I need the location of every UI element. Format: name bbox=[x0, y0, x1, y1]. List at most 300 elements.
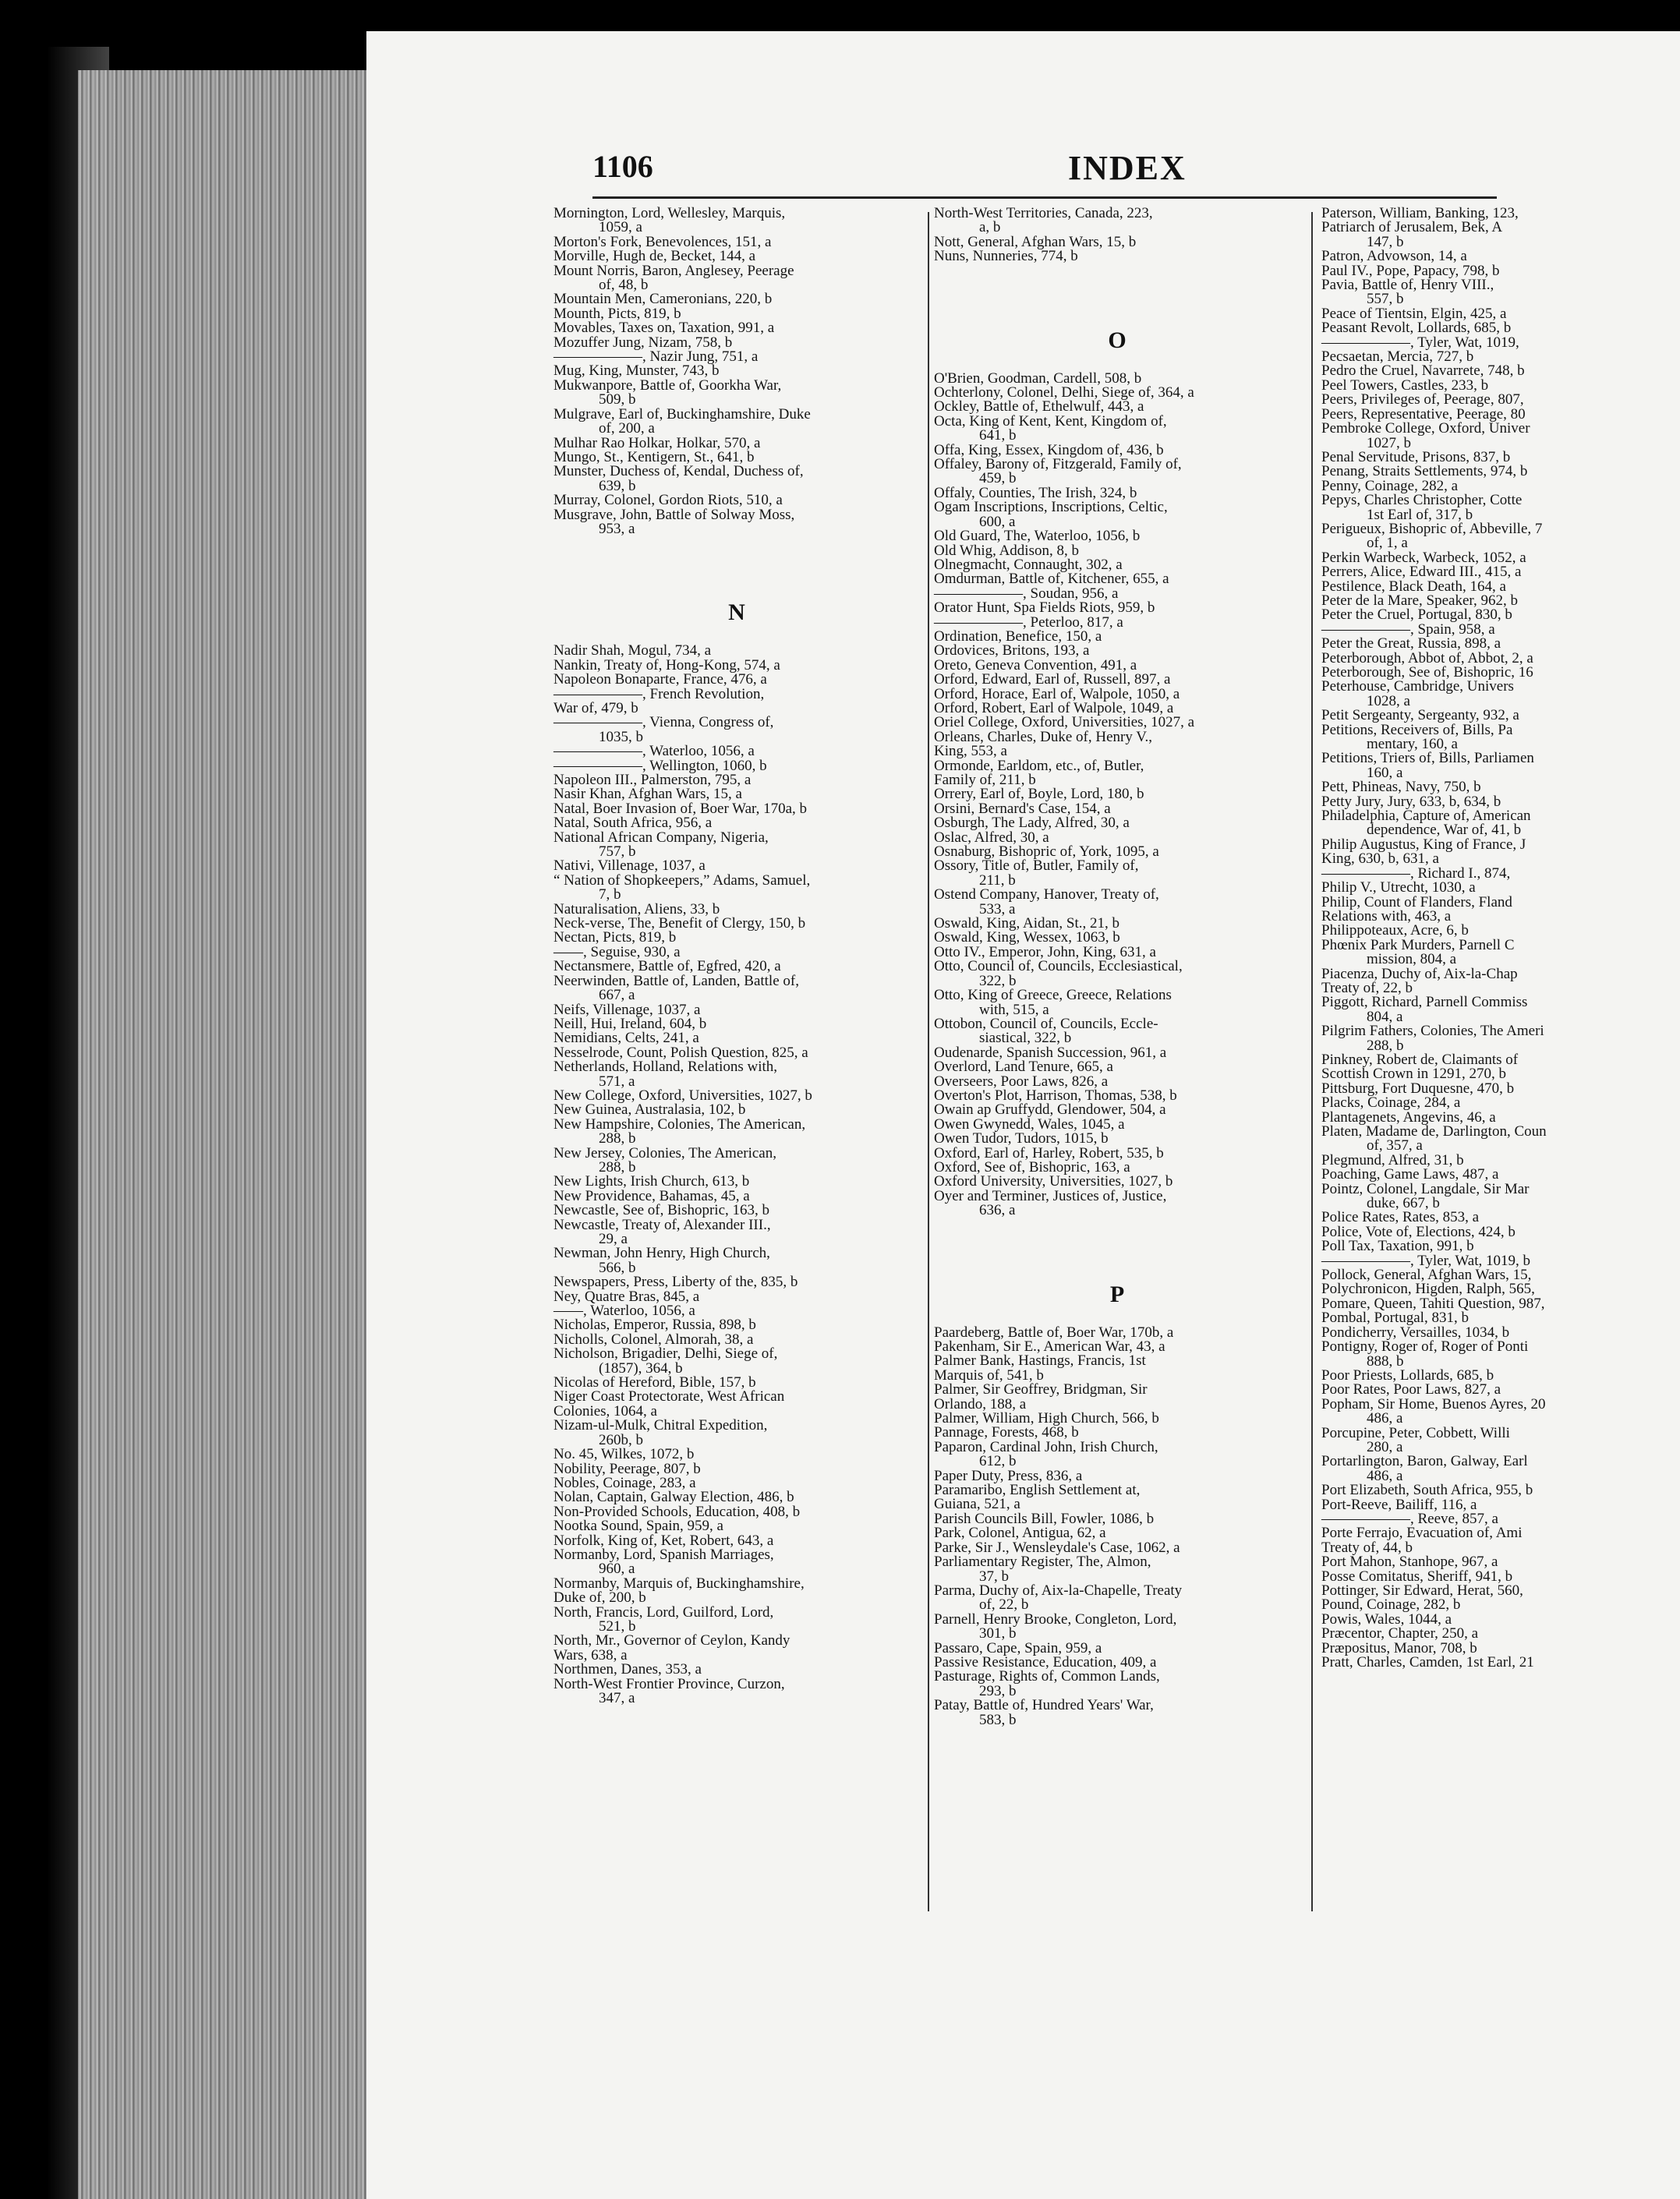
index-entry: Oxford University, Universities, 1027, b bbox=[934, 1173, 1173, 1190]
index-entry: Orleans, Charles, Duke of, Henry V., bbox=[934, 728, 1153, 745]
index-entry-continuation: of, 48, b bbox=[599, 277, 649, 294]
index-entry: Ottobon, Council of, Councils, Eccle- bbox=[934, 1015, 1158, 1032]
index-entry: Pollock, General, Afghan Wars, 15, bbox=[1321, 1267, 1532, 1284]
index-entry: Oreto, Geneva Convention, 491, a bbox=[934, 656, 1137, 673]
index-entry: ——————, Waterloo, 1056, a bbox=[554, 743, 755, 760]
index-entry: Peter de la Mare, Speaker, 962, b bbox=[1321, 592, 1518, 609]
index-entry: Nasir Khan, Afghan Wars, 15, a bbox=[554, 786, 742, 803]
index-entry: Owen Tudor, Tudors, 1015, b bbox=[934, 1130, 1109, 1147]
index-entry-continuation: 322, b bbox=[979, 972, 1017, 989]
index-entry-continuation: 509, b bbox=[599, 391, 636, 408]
index-entry: Pestilence, Black Death, 164, a bbox=[1321, 578, 1506, 595]
index-entry: Oyer and Terminer, Justices of, Justice, bbox=[934, 1187, 1167, 1204]
index-entry-continuation: 147, b bbox=[1367, 233, 1404, 250]
index-entry: Powis, Wales, 1044, a bbox=[1321, 1610, 1452, 1628]
index-entry: Pembroke College, Oxford, Univer bbox=[1321, 420, 1530, 437]
index-entry: North, Mr., Governor of Ceylon, Kandy bbox=[554, 1632, 790, 1649]
index-entry-continuation: 29, a bbox=[599, 1231, 628, 1247]
index-entry: Mountain Men, Cameronians, 220, b bbox=[554, 291, 773, 308]
index-entry: King, 630, b, 631, a bbox=[1321, 850, 1439, 868]
index-entry-continuation: 293, b bbox=[979, 1682, 1017, 1699]
index-entry-continuation: duke, 667, b bbox=[1367, 1195, 1440, 1212]
page-title: INDEX bbox=[1068, 149, 1187, 187]
index-entry: Osburgh, The Lady, Alfred, 30, a bbox=[934, 815, 1130, 832]
index-entry: ——————, Spain, 958, a bbox=[1321, 620, 1495, 638]
index-entry: Peel Towers, Castles, 233, b bbox=[1321, 377, 1489, 394]
index-entry: Piggott, Richard, Parnell Commiss bbox=[1321, 994, 1528, 1011]
index-entry: Philippoteaux, Acre, 6, b bbox=[1321, 922, 1469, 939]
index-entry: Mount Norris, Baron, Anglesey, Peerage bbox=[554, 262, 794, 279]
index-entry-continuation: 557, b bbox=[1367, 291, 1404, 308]
index-entry: Non-Provided Schools, Education, 408, b bbox=[554, 1503, 801, 1520]
index-entry: Marquis of, 541, b bbox=[934, 1366, 1044, 1384]
index-entry: Octa, King of Kent, Kent, Kingdom of, bbox=[934, 412, 1167, 430]
index-entry: Ostend Company, Hanover, Treaty of, bbox=[934, 886, 1159, 903]
index-entry-continuation: 804, a bbox=[1367, 1008, 1403, 1025]
index-entry-continuation: of, 357, a bbox=[1367, 1137, 1423, 1154]
index-entry: Oxford, See of, Bishopric, 163, a bbox=[934, 1158, 1130, 1176]
index-entry: Napoleon Bonaparte, France, 476, a bbox=[554, 671, 767, 688]
index-entry: Peers, Representative, Peerage, 80 bbox=[1321, 405, 1526, 422]
index-entry: Piacenza, Duchy of, Aix-la-Chap bbox=[1321, 965, 1518, 982]
index-entry: Neck-verse, The, Benefit of Clergy, 150, b bbox=[554, 915, 806, 932]
index-entry: Philadelphia, Capture of, American bbox=[1321, 808, 1531, 825]
index-entry-continuation: of, 200, a bbox=[599, 420, 655, 437]
page-number: 1106 bbox=[592, 149, 653, 184]
index-entry: Nicolas of Hereford, Bible, 157, b bbox=[554, 1374, 756, 1391]
index-entry: Poaching, Game Laws, 487, a bbox=[1321, 1166, 1499, 1183]
index-entry: Osnaburg, Bishopric of, York, 1095, a bbox=[934, 843, 1159, 861]
index-entry: Ockley, Battle of, Ethelwulf, 443, a bbox=[934, 398, 1144, 415]
index-entry: Mornington, Lord, Wellesley, Marquis, bbox=[554, 205, 786, 221]
index-entry: North-West Frontier Province, Curzon, bbox=[554, 1675, 785, 1692]
index-entry: Pannage, Forests, 468, b bbox=[934, 1424, 1079, 1441]
index-entry: Paardeberg, Battle of, Boer War, 170b, a bbox=[934, 1324, 1174, 1341]
index-entry: Overton's Plot, Harrison, Thomas, 538, b bbox=[934, 1087, 1177, 1104]
index-entry: Peter the Great, Russia, 898, a bbox=[1321, 635, 1501, 652]
index-entry: Nizam-ul-Mulk, Chitral Expedition, bbox=[554, 1417, 768, 1434]
index-entry: Paramaribo, English Settlement at, bbox=[934, 1482, 1141, 1499]
index-entry: Ossory, Title of, Butler, Family of, bbox=[934, 857, 1139, 875]
index-entry: Paul IV., Pope, Papacy, 798, b bbox=[1321, 262, 1500, 279]
index-entry-continuation: 636, a bbox=[979, 1202, 1016, 1219]
index-entry: Port Mahon, Stanhope, 967, a bbox=[1321, 1554, 1498, 1571]
index-entry: Peasant Revolt, Lollards, 685, b bbox=[1321, 320, 1512, 337]
index-entry: King, 553, a bbox=[934, 743, 1007, 760]
index-entry: Orford, Horace, Earl of, Walpole, 1050, a bbox=[934, 685, 1180, 702]
index-entry-continuation: 521, b bbox=[599, 1617, 636, 1635]
index-entry: Orlando, 188, a bbox=[934, 1395, 1027, 1412]
section-letter-heading: O bbox=[1108, 327, 1126, 353]
index-entry: Napoleon III., Palmerston, 795, a bbox=[554, 772, 752, 788]
index-entry: Peterborough, Abbot of, Abbot, 2, a bbox=[1321, 649, 1533, 666]
index-entry-continuation: 280, a bbox=[1367, 1438, 1403, 1455]
index-entry: Pedro the Cruel, Navarrete, 748, b bbox=[1321, 362, 1525, 380]
index-entry: National African Company, Nigeria, bbox=[554, 829, 769, 846]
index-entry: Nankin, Treaty of, Hong-Kong, 574, a bbox=[554, 656, 780, 673]
index-entry: Oswald, King, Aidan, St., 21, b bbox=[934, 915, 1120, 932]
index-entry: Niger Coast Protectorate, West African bbox=[554, 1388, 785, 1405]
index-entry: Duke of, 200, b bbox=[554, 1589, 646, 1607]
index-entry: Otto IV., Emperor, John, King, 631, a bbox=[934, 943, 1156, 960]
index-entry: Newcastle, See of, Bishopric, 163, b bbox=[554, 1202, 770, 1219]
index-entry: Relations with, 463, a bbox=[1321, 907, 1452, 924]
index-entry: Otto, Council of, Councils, Ecclesiastical, bbox=[934, 958, 1183, 975]
index-entry: Oriel College, Oxford, Universities, 1027, a bbox=[934, 714, 1195, 731]
index-entry: Pondicherry, Versailles, 1034, b bbox=[1321, 1324, 1510, 1341]
index-entry: Owen Gwynedd, Wales, 1045, a bbox=[934, 1115, 1125, 1133]
index-entry: Petitions, Triers of, Bills, Parliamen bbox=[1321, 750, 1534, 767]
index-entry: Offaly, Counties, The Irish, 324, b bbox=[934, 484, 1137, 501]
index-entry: Nicholson, Brigadier, Delhi, Siege of, bbox=[554, 1345, 778, 1363]
index-entry: Portarlington, Baron, Galway, Earl bbox=[1321, 1453, 1528, 1470]
index-entry: Ochterlony, Colonel, Delhi, Siege of, 364, a bbox=[934, 384, 1194, 401]
index-entry-continuation: 571, a bbox=[599, 1073, 635, 1090]
index-entry-continuation: 260b, b bbox=[599, 1431, 643, 1448]
index-entry: Præpositus, Manor, 708, b bbox=[1321, 1639, 1477, 1656]
index-entry: Polychronicon, Higden, Ralph, 565, bbox=[1321, 1281, 1535, 1298]
index-entry: Nicholls, Colonel, Almorah, 38, a bbox=[554, 1331, 754, 1348]
index-entry: Poor Rates, Poor Laws, 827, a bbox=[1321, 1381, 1501, 1398]
index-entry: Nolan, Captain, Galway Election, 486, b bbox=[554, 1489, 794, 1506]
index-entry: Port-Reeve, Bailiff, 116, a bbox=[1321, 1496, 1477, 1513]
index-entry: Offaley, Barony of, Fitzgerald, Family of, bbox=[934, 456, 1182, 473]
index-entry: Otto, King of Greece, Greece, Relations bbox=[934, 987, 1172, 1004]
index-entry: Nobility, Peerage, 807, b bbox=[554, 1460, 701, 1477]
index-entry-continuation: 160, a bbox=[1367, 764, 1403, 781]
index-entry: Nobles, Coinage, 283, a bbox=[554, 1474, 696, 1491]
index-entry: New College, Oxford, Universities, 1027, b bbox=[554, 1087, 812, 1104]
index-entry: New Guinea, Australasia, 102, b bbox=[554, 1101, 746, 1119]
index-entry-continuation: dependence, War of, 41, b bbox=[1367, 822, 1522, 839]
index-entry-continuation: 7, b bbox=[599, 886, 621, 903]
index-entry: Newman, John Henry, High Church, bbox=[554, 1245, 770, 1262]
index-entry-continuation: of, 22, b bbox=[979, 1596, 1029, 1614]
index-entry-continuation: 583, b bbox=[979, 1711, 1017, 1728]
index-entry: Oudenarde, Spanish Succession, 961, a bbox=[934, 1044, 1167, 1061]
index-entry: Pointz, Colonel, Langdale, Sir Mar bbox=[1321, 1180, 1530, 1197]
index-entry: Parke, Sir J., Wensleydale's Case, 1062, a bbox=[934, 1539, 1180, 1556]
index-entry: O'Brien, Goodman, Cardell, 508, b bbox=[934, 369, 1142, 387]
index-entry: Peterhouse, Cambridge, Univers bbox=[1321, 678, 1514, 695]
index-entry-continuation: 1059, a bbox=[599, 219, 642, 236]
index-entry: Neill, Hui, Ireland, 604, b bbox=[554, 1015, 707, 1032]
index-entry: Nuns, Nunneries, 774, b bbox=[934, 248, 1078, 265]
index-entry-continuation: 566, b bbox=[599, 1259, 636, 1276]
index-entry: Morville, Hugh de, Becket, 144, a bbox=[554, 248, 756, 265]
index-entry: ——, Waterloo, 1056, a bbox=[554, 1303, 695, 1320]
index-entry: Pett, Phineas, Navy, 750, b bbox=[1321, 779, 1481, 796]
index-entry: Ordovices, Britons, 193, a bbox=[934, 642, 1090, 659]
index-entry: New Providence, Bahamas, 45, a bbox=[554, 1187, 750, 1204]
index-entry: New Lights, Irish Church, 613, b bbox=[554, 1173, 750, 1190]
index-entry-continuation: 533, a bbox=[979, 900, 1016, 917]
index-entry: Paparon, Cardinal John, Irish Church, bbox=[934, 1438, 1158, 1455]
index-entry: Parliamentary Register, The, Almon, bbox=[934, 1554, 1151, 1571]
index-entry: Natal, South Africa, 956, a bbox=[554, 815, 713, 832]
index-entry: Philip V., Utrecht, 1030, a bbox=[1321, 879, 1476, 896]
index-entry: Oswald, King, Wessex, 1063, b bbox=[934, 929, 1120, 946]
index-entry: Morton's Fork, Benevolences, 151, a bbox=[554, 233, 772, 250]
index-entry-continuation: 37, b bbox=[979, 1568, 1009, 1585]
index-entry: Pepys, Charles Christopher, Cotte bbox=[1321, 492, 1523, 509]
index-entry: Orford, Robert, Earl of Walpole, 1049, a bbox=[934, 699, 1174, 716]
index-entry: Pratt, Charles, Camden, 1st Earl, 21 bbox=[1321, 1654, 1534, 1671]
index-entry: Porte Ferrajo, Evacuation of, Ami bbox=[1321, 1525, 1523, 1542]
index-entry-continuation: 667, a bbox=[599, 987, 635, 1004]
index-column-2 bbox=[934, 207, 1300, 1727]
index-entry: Orsini, Bernard's Case, 154, a bbox=[934, 800, 1111, 817]
index-entry: Mozuffer Jung, Nizam, 758, b bbox=[554, 334, 733, 351]
index-entry: Pottinger, Sir Edward, Herat, 560, bbox=[1321, 1582, 1523, 1599]
index-entry: Philip, Count of Flanders, Fland bbox=[1321, 893, 1512, 910]
index-entry-continuation: 1st Earl of, 317, b bbox=[1367, 506, 1473, 523]
index-entry-continuation: 1028, a bbox=[1367, 692, 1410, 709]
index-entry: ——————, Nazir Jung, 751, a bbox=[554, 348, 759, 366]
index-entry: ——————, French Revolution, bbox=[554, 685, 765, 702]
index-entry: Pecsaetan, Mercia, 727, b bbox=[1321, 348, 1474, 366]
index-entry: Neerwinden, Battle of, Landen, Battle of, bbox=[554, 972, 799, 989]
index-entry-continuation: 347, a bbox=[599, 1690, 635, 1706]
index-entry-continuation: 288, b bbox=[1367, 1037, 1404, 1054]
index-entry: Pasturage, Rights of, Common Lands, bbox=[934, 1668, 1160, 1685]
index-entry: Parnell, Henry Brooke, Congleton, Lord, bbox=[934, 1610, 1177, 1628]
index-entry: ——————, Tyler, Wat, 1019, bbox=[1321, 334, 1519, 351]
index-entry: Police, Vote of, Elections, 424, b bbox=[1321, 1223, 1516, 1240]
index-entry: Perigueux, Bishopric of, Abbeville, 7 bbox=[1321, 520, 1543, 537]
index-entry: Newcastle, Treaty of, Alexander III., bbox=[554, 1216, 771, 1233]
index-entry: Passive Resistance, Education, 409, a bbox=[934, 1653, 1157, 1670]
section-gap bbox=[934, 264, 1300, 286]
index-entry: “ Nation of Shopkeepers,” Adams, Samuel, bbox=[554, 871, 811, 889]
index-entry: Overlord, Land Tenure, 665, a bbox=[934, 1059, 1113, 1076]
index-entry: Penal Servitude, Prisons, 837, b bbox=[1321, 448, 1511, 465]
index-entry: Palmer, William, High Church, 566, b bbox=[934, 1410, 1159, 1427]
column-divider bbox=[928, 212, 929, 1911]
index-entry: Platen, Madame de, Darlington, Coun bbox=[1321, 1123, 1547, 1140]
index-entry-continuation: siastical, 322, b bbox=[979, 1030, 1072, 1047]
index-entry: Treaty of, 44, b bbox=[1321, 1539, 1413, 1556]
index-entry: Palmer, Sir Geoffrey, Bridgman, Sir bbox=[934, 1381, 1148, 1398]
index-entry: Pilgrim Fathers, Colonies, The Ameri bbox=[1321, 1023, 1544, 1040]
index-entry: Nativi, Villenage, 1037, a bbox=[554, 857, 706, 875]
index-entry: ——————, Vienna, Congress of, bbox=[554, 714, 774, 731]
index-entry-continuation: 960, a bbox=[599, 1561, 635, 1578]
index-entry: New Jersey, Colonies, The American, bbox=[554, 1144, 776, 1161]
index-entry: Orrery, Earl of, Boyle, Lord, 180, b bbox=[934, 786, 1144, 803]
index-entry: Colonies, 1064, a bbox=[554, 1402, 657, 1419]
index-entry: Police Rates, Rates, 853, a bbox=[1321, 1209, 1480, 1226]
index-entry: Wars, 638, a bbox=[554, 1646, 628, 1663]
index-entry: Nemidians, Celts, 241, a bbox=[554, 1030, 699, 1047]
index-entry: Patriarch of Jerusalem, Bek, A bbox=[1321, 219, 1503, 236]
index-entry: Poll Tax, Taxation, 991, b bbox=[1321, 1238, 1474, 1255]
index-entry-continuation: 600, a bbox=[979, 513, 1016, 530]
index-entry: Paper Duty, Press, 836, a bbox=[934, 1467, 1083, 1484]
index-entry: War of, 479, b bbox=[554, 699, 638, 716]
index-entry: Nott, General, Afghan Wars, 15, b bbox=[934, 233, 1137, 250]
index-entry: Murray, Colonel, Gordon Riots, 510, a bbox=[554, 492, 783, 509]
index-entry-continuation: 639, b bbox=[599, 477, 636, 494]
index-entry-continuation: 486, a bbox=[1367, 1410, 1403, 1427]
index-entry: Norfolk, King of, Ket, Robert, 643, a bbox=[554, 1532, 774, 1549]
index-entry: Passaro, Cape, Spain, 959, a bbox=[934, 1639, 1102, 1656]
index-entry: Præcentor, Chapter, 250, a bbox=[1321, 1625, 1479, 1642]
index-entry: Penang, Straits Settlements, 974, b bbox=[1321, 463, 1528, 480]
header-divider bbox=[592, 196, 1497, 199]
index-entry: Old Guard, The, Waterloo, 1056, b bbox=[934, 528, 1141, 545]
index-entry: Paterson, William, Banking, 123, bbox=[1321, 205, 1519, 221]
index-entry: Nicholas, Emperor, Russia, 898, b bbox=[554, 1317, 756, 1334]
index-entry: Mukwanpore, Battle of, Goorkha War, bbox=[554, 377, 782, 394]
index-entry-continuation: a, b bbox=[979, 219, 1001, 236]
index-entry: North, Francis, Lord, Guilford, Lord, bbox=[554, 1603, 774, 1621]
index-entry: Overseers, Poor Laws, 826, a bbox=[934, 1073, 1109, 1090]
index-entry: Munster, Duchess of, Kendal, Duchess of, bbox=[554, 463, 804, 480]
index-entry: Placks, Coinage, 284, a bbox=[1321, 1094, 1461, 1112]
index-entry: Old Whig, Addison, 8, b bbox=[934, 542, 1079, 559]
index-entry: Omdurman, Battle of, Kitchener, 655, a bbox=[934, 571, 1169, 588]
index-entry: Petitions, Receivers of, Bills, Pa bbox=[1321, 721, 1513, 738]
index-entry: Musgrave, John, Battle of Solway Moss, bbox=[554, 506, 795, 523]
index-entry: Nectan, Picts, 819, b bbox=[554, 929, 677, 946]
index-entry: Penny, Coinage, 282, a bbox=[1321, 477, 1459, 494]
index-entry: ——————, Richard I., 874, bbox=[1321, 864, 1511, 882]
index-entry: Parish Councils Bill, Fowler, 1086, b bbox=[934, 1510, 1155, 1527]
index-entry-continuation: 486, a bbox=[1367, 1467, 1403, 1484]
index-entry: Owain ap Gruffydd, Glendower, 504, a bbox=[934, 1101, 1166, 1119]
index-entry: Ogam Inscriptions, Inscriptions, Celtic, bbox=[934, 499, 1168, 516]
index-column-1 bbox=[554, 207, 920, 1706]
index-entry: Oxford, Earl of, Harley, Robert, 535, b bbox=[934, 1144, 1164, 1161]
index-entry: Offa, King, Essex, Kingdom of, 436, b bbox=[934, 441, 1164, 458]
section-letter-heading: P bbox=[1109, 1281, 1125, 1307]
index-entry: Pittsburg, Fort Duquesne, 470, b bbox=[1321, 1080, 1515, 1097]
section-gap bbox=[554, 536, 920, 558]
index-entry: Mug, King, Munster, 743, b bbox=[554, 362, 720, 380]
index-entry: Guiana, 521, a bbox=[934, 1496, 1020, 1513]
index-entry: Posse Comitatus, Sheriff, 941, b bbox=[1321, 1568, 1513, 1585]
index-page bbox=[366, 31, 1680, 2199]
index-entry: Movables, Taxes on, Taxation, 991, a bbox=[554, 320, 775, 337]
index-entry-continuation: with, 515, a bbox=[979, 1001, 1049, 1018]
index-entry: Northmen, Danes, 353, a bbox=[554, 1661, 702, 1678]
index-entry-continuation: 757, b bbox=[599, 843, 636, 861]
index-entry: Port Elizabeth, South Africa, 955, b bbox=[1321, 1482, 1533, 1499]
index-entry-continuation: 888, b bbox=[1367, 1352, 1404, 1370]
index-entry-continuation: (1857), 364, b bbox=[599, 1359, 683, 1377]
index-entry: Mulhar Rao Holkar, Holkar, 570, a bbox=[554, 434, 761, 451]
index-entry: Normanby, Lord, Spanish Marriages, bbox=[554, 1546, 774, 1563]
index-entry: Peace of Tientsin, Elgin, 425, a bbox=[1321, 305, 1507, 322]
index-entry: Poor Priests, Lollards, 685, b bbox=[1321, 1366, 1494, 1384]
index-entry: Orator Hunt, Spa Fields Riots, 959, b bbox=[934, 599, 1155, 617]
index-entry: Scottish Crown in 1291, 270, b bbox=[1321, 1066, 1506, 1083]
index-entry: Mounth, Picts, 819, b bbox=[554, 305, 681, 322]
index-entry: Phœnix Park Murders, Parnell C bbox=[1321, 936, 1515, 953]
index-entry: ——————, Soudan, 956, a bbox=[934, 585, 1119, 602]
index-entry-continuation: mentary, 160, a bbox=[1367, 736, 1458, 753]
index-entry: Pombal, Portugal, 831, b bbox=[1321, 1310, 1469, 1327]
index-entry-continuation: 459, b bbox=[979, 470, 1017, 487]
index-entry: Pavia, Battle of, Henry VIII., bbox=[1321, 277, 1494, 294]
index-entry: Netherlands, Holland, Relations with, bbox=[554, 1059, 778, 1076]
index-entry-continuation: mission, 804, a bbox=[1367, 951, 1457, 968]
index-entry-continuation: 1027, b bbox=[1367, 434, 1411, 451]
index-entry: Pomare, Queen, Tahiti Question, 987, bbox=[1321, 1295, 1545, 1312]
index-entry: Mungo, St., Kentigern, St., 641, b bbox=[554, 448, 755, 465]
index-entry: Neifs, Villenage, 1037, a bbox=[554, 1001, 701, 1018]
index-entry: Nadir Shah, Mogul, 734, a bbox=[554, 642, 712, 659]
index-entry-continuation: 288, b bbox=[599, 1158, 636, 1176]
index-entry-continuation: 953, a bbox=[599, 520, 635, 537]
index-entry: Ordination, Benefice, 150, a bbox=[934, 628, 1102, 645]
index-entry: Family of, 211, b bbox=[934, 772, 1036, 788]
index-entry: No. 45, Wilkes, 1072, b bbox=[554, 1446, 695, 1463]
index-entry: Mulgrave, Earl of, Buckinghamshire, Duke bbox=[554, 405, 811, 422]
index-entry-continuation: 612, b bbox=[979, 1453, 1017, 1470]
index-entry: Plegmund, Alfred, 31, b bbox=[1321, 1151, 1464, 1168]
index-entry: Parma, Duchy of, Aix-la-Chapelle, Treaty bbox=[934, 1582, 1183, 1599]
index-entry-continuation: 1035, b bbox=[599, 728, 643, 745]
index-entry: ——————, Tyler, Wat, 1019, b bbox=[1321, 1252, 1530, 1269]
index-entry: Philip Augustus, King of France, J bbox=[1321, 836, 1526, 853]
index-entry: Natal, Boer Invasion of, Boer War, 170a, b bbox=[554, 800, 808, 817]
index-entry: Pinkney, Robert de, Claimants of bbox=[1321, 1051, 1519, 1068]
index-entry: Naturalisation, Aliens, 33, b bbox=[554, 900, 720, 917]
index-entry: ——————, Peterloo, 817, a bbox=[934, 613, 1123, 631]
index-entry: Peter the Cruel, Portugal, 830, b bbox=[1321, 606, 1512, 624]
index-entry: Popham, Sir Home, Buenos Ayres, 20 bbox=[1321, 1395, 1546, 1412]
index-entry: Palmer Bank, Hastings, Francis, 1st bbox=[934, 1352, 1146, 1370]
index-entry: Petit Sergeanty, Sergeanty, 932, a bbox=[1321, 707, 1519, 724]
index-entry: Perrers, Alice, Edward III., 415, a bbox=[1321, 564, 1522, 581]
index-entry: Pound, Coinage, 282, b bbox=[1321, 1596, 1461, 1614]
index-entry-continuation: 211, b bbox=[979, 871, 1016, 889]
index-entry: Oslac, Alfred, 30, a bbox=[934, 829, 1049, 846]
index-entry: Nectansmere, Battle of, Egfred, 420, a bbox=[554, 958, 781, 975]
index-entry: Peterborough, See of, Bishopric, 16 bbox=[1321, 664, 1533, 681]
index-entry-continuation: 288, b bbox=[599, 1130, 636, 1147]
section-gap bbox=[934, 1218, 1300, 1240]
index-entry: Orford, Edward, Earl of, Russell, 897, a bbox=[934, 671, 1171, 688]
index-entry: Normanby, Marquis of, Buckinghamshire, bbox=[554, 1575, 805, 1592]
index-entry: Patron, Advowson, 14, a bbox=[1321, 248, 1467, 265]
index-entry: Nootka Sound, Spain, 959, a bbox=[554, 1518, 723, 1535]
index-entry: Newspapers, Press, Liberty of the, 835, b bbox=[554, 1274, 798, 1291]
index-entry: Plantagenets, Angevins, 46, a bbox=[1321, 1108, 1496, 1126]
index-entry-continuation: of, 1, a bbox=[1367, 535, 1408, 552]
index-entry: ——————, Reeve, 857, a bbox=[1321, 1510, 1498, 1527]
index-entry: Porcupine, Peter, Cobbett, Willi bbox=[1321, 1424, 1510, 1441]
index-entry: Nesselrode, Count, Polish Question, 825, a bbox=[554, 1044, 808, 1061]
index-entry: Petty Jury, Jury, 633, b, 634, b bbox=[1321, 793, 1501, 810]
index-entry: Ney, Quatre Bras, 845, a bbox=[554, 1288, 700, 1305]
index-entry: ——, Seguise, 930, a bbox=[554, 943, 681, 960]
section-letter-heading: N bbox=[728, 599, 745, 626]
index-entry: Peers, Privileges of, Peerage, 807, bbox=[1321, 391, 1524, 408]
index-entry: Perkin Warbeck, Warbeck, 1052, a bbox=[1321, 549, 1526, 566]
index-entry: Ormonde, Earldom, etc., of, Butler, bbox=[934, 757, 1144, 774]
column-divider bbox=[1311, 212, 1313, 1911]
index-entry: Treaty of, 22, b bbox=[1321, 979, 1413, 996]
index-entry: Patay, Battle of, Hundred Years' War, bbox=[934, 1697, 1154, 1714]
index-entry: Park, Colonel, Antigua, 62, a bbox=[934, 1525, 1106, 1542]
index-entry: New Hampshire, Colonies, The American, bbox=[554, 1115, 806, 1133]
index-entry: Pakenham, Sir E., American War, 43, a bbox=[934, 1338, 1165, 1355]
index-entry: North-West Territories, Canada, 223, bbox=[934, 205, 1153, 221]
index-entry-continuation: 301, b bbox=[979, 1625, 1017, 1642]
